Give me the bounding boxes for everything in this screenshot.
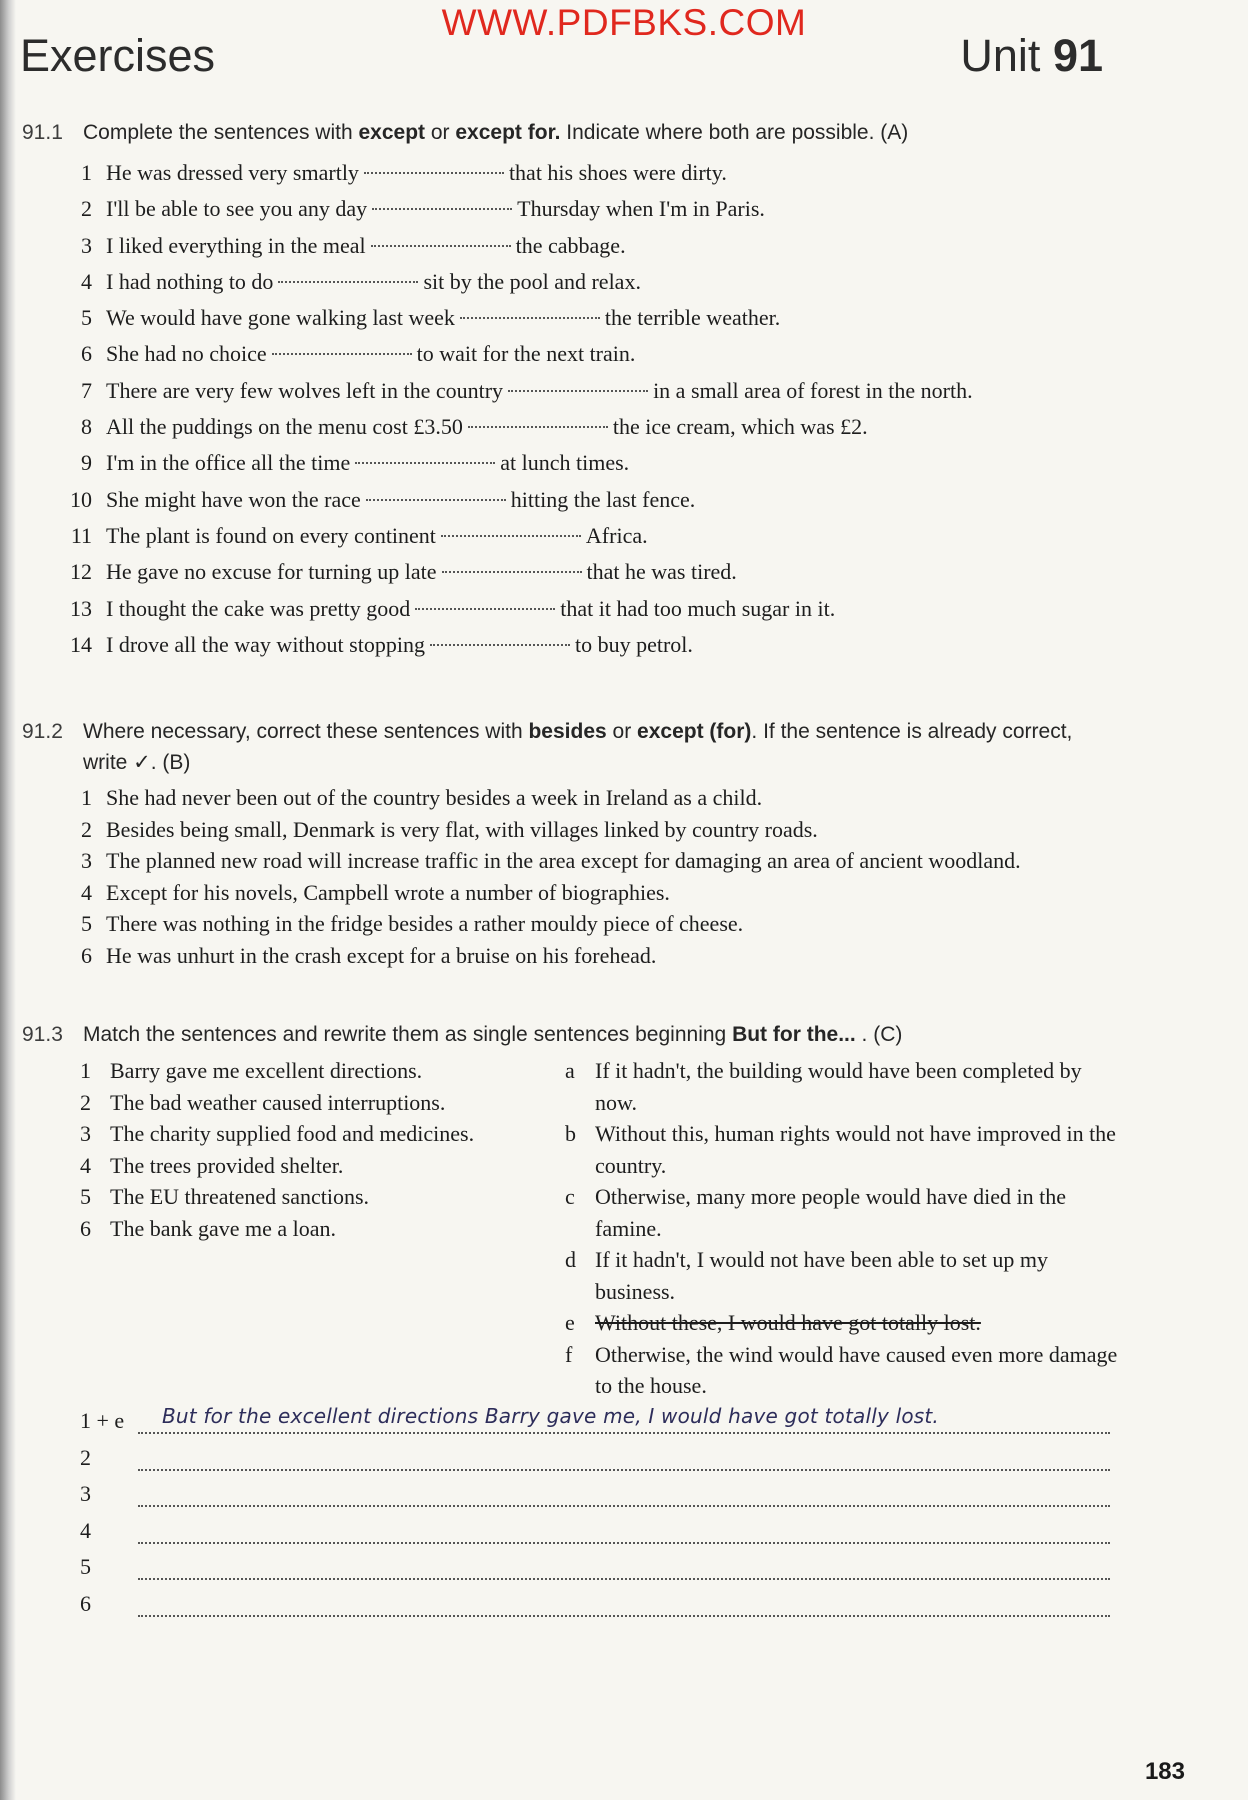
exercise-item: 2 I'll be able to see you any day Thursday when I'm in Paris. bbox=[81, 196, 765, 222]
exercise-number: 91.1 bbox=[22, 121, 63, 144]
exercise-number: 91.3 bbox=[22, 1023, 63, 1046]
match-left-item: 5 The EU threatened sanctions. bbox=[80, 1184, 370, 1209]
answer-blank[interactable] bbox=[372, 207, 512, 210]
match-right-item: b Without this, human rights would not have improved in the country. bbox=[565, 1121, 1116, 1178]
exercise-instruction: Where necessary, correct these sentences with besides or except (for). If the sentence is already correct, write ✓. (B) bbox=[83, 720, 1073, 774]
match-right-column bbox=[565, 1055, 1120, 1402]
match-left-item: 1 Barry gave me excellent directions. bbox=[80, 1058, 423, 1083]
exercise-item: 5 We would have gone walking last week the terrible weather. bbox=[81, 305, 781, 331]
exercise-item: 2 Besides being small, Denmark is very flat, with villages linked by country roads. bbox=[81, 816, 818, 842]
match-left-column bbox=[80, 1055, 550, 1244]
answer-line[interactable]: 2 bbox=[80, 1443, 1110, 1480]
match-right-item: e Without these, I would have got totally lost. bbox=[565, 1310, 981, 1335]
exercise-number: 91.2 bbox=[22, 720, 63, 743]
answer-blank[interactable] bbox=[415, 607, 555, 610]
exercise-item: 14 I drove all the way without stopping to buy petrol. bbox=[70, 631, 693, 657]
answer-lines bbox=[80, 1406, 1110, 1626]
answer-line[interactable]: 5 bbox=[80, 1552, 1110, 1589]
answer-blank[interactable] bbox=[442, 570, 582, 573]
exercise-item: 12 He gave no excuse for turning up late that he was tired. bbox=[70, 559, 737, 585]
answer-blank[interactable] bbox=[364, 171, 504, 174]
answer-blank[interactable] bbox=[468, 425, 608, 428]
unit-number: 91 bbox=[1052, 30, 1103, 81]
page-title: Exercises bbox=[20, 30, 216, 81]
watermark: WWW.PDFBKS.COM bbox=[441, 2, 807, 43]
unit-title bbox=[960, 30, 1103, 82]
answer-blank[interactable] bbox=[430, 643, 570, 646]
answer-blank[interactable] bbox=[460, 316, 600, 319]
exercise-item: 1 He was dressed very smartly that his shoes were dirty. bbox=[81, 160, 727, 185]
answer-blank[interactable] bbox=[441, 534, 581, 537]
match-right-item: a If it hadn't, the building would have been completed by now. bbox=[565, 1058, 1082, 1115]
dotted-line bbox=[138, 1542, 1110, 1544]
answer-blank[interactable] bbox=[371, 244, 511, 247]
exercise-item: 13 I thought the cake was pretty good that it had too much sugar in it. bbox=[70, 595, 836, 621]
match-left-item: 6 The bank gave me a loan. bbox=[80, 1215, 337, 1241]
exercise-item: 1 She had never been out of the country besides a week in Ireland as a child. bbox=[81, 785, 763, 810]
exercise-item: 11 The plant is found on every continent Africa. bbox=[70, 522, 648, 548]
exercise-heading bbox=[22, 716, 1122, 778]
match-right-item: f Otherwise, the wind would have caused even more damage to the house. bbox=[565, 1341, 1118, 1398]
handwritten-answer: But for the excellent directions Barry gave me, I would have got totally lost. bbox=[162, 1404, 939, 1428]
match-left-item: 2 The bad weather caused interruptions. bbox=[80, 1089, 446, 1115]
exercise-item: 8 All the puddings on the menu cost £3.50 the ice cream, which was £2. bbox=[81, 414, 868, 440]
answer-blank[interactable] bbox=[355, 461, 495, 464]
dotted-line bbox=[138, 1469, 1110, 1471]
exercise-item: 9 I'm in the office all the time at lunch times. bbox=[81, 450, 630, 476]
exercise-items bbox=[62, 155, 1122, 663]
exercise-items bbox=[62, 782, 1122, 971]
answer-blank[interactable] bbox=[366, 498, 506, 501]
dotted-line bbox=[138, 1432, 1110, 1434]
answer-line[interactable]: 6 bbox=[80, 1589, 1110, 1626]
exercise-heading bbox=[22, 117, 1122, 148]
exercise-item: 10 She might have won the race hitting the last fence. bbox=[70, 486, 696, 512]
unit-label: Unit bbox=[960, 30, 1041, 81]
answer-line[interactable]: 4 bbox=[80, 1516, 1110, 1553]
exercise-item: 6 He was unhurt in the crash except for a bruise on his forehead. bbox=[81, 942, 657, 968]
answer-blank[interactable] bbox=[508, 389, 648, 392]
exercise-item: 5 There was nothing in the fridge besides a rather mouldy piece of cheese. bbox=[81, 911, 744, 936]
exercise-item: 7 There are very few wolves left in the country in a small area of forest in the north. bbox=[81, 377, 973, 403]
answer-blank[interactable] bbox=[278, 280, 418, 283]
exercise-instruction: Complete the sentences with except or except for. Indicate where both are possible. (A) bbox=[83, 121, 909, 144]
exercise-item: 3 The planned new road will increase traffic in the area except for damaging an area of ancient woodland. bbox=[81, 848, 1021, 873]
answer-line[interactable]: 3 bbox=[80, 1479, 1110, 1516]
dotted-line bbox=[138, 1505, 1110, 1507]
dotted-line bbox=[138, 1578, 1110, 1580]
dotted-line bbox=[138, 1615, 1110, 1617]
exercise-heading bbox=[22, 1019, 1122, 1050]
example-struck-text: Without these, I would have got totally lost. bbox=[595, 1310, 981, 1335]
exercise-instruction: Match the sentences and rewrite them as single sentences beginning But for the... . (C) bbox=[83, 1023, 903, 1046]
answer-blank[interactable] bbox=[272, 352, 412, 355]
exercise-item: 3 I liked everything in the meal the cabbage. bbox=[81, 232, 626, 258]
match-left-item: 4 The trees provided shelter. bbox=[80, 1152, 344, 1178]
match-right-item: d If it hadn't, I would not have been able to set up my business. bbox=[565, 1247, 1049, 1304]
exercise-item: 6 She had no choice to wait for the next train. bbox=[81, 341, 636, 367]
match-right-item: c Otherwise, many more people would have died in the famine. bbox=[565, 1184, 1067, 1241]
match-left-item: 3 The charity supplied food and medicines. bbox=[80, 1121, 475, 1146]
exercise-item: 4 I had nothing to do sit by the pool and relax. bbox=[81, 268, 641, 294]
answer-line[interactable]: 1 + e But for the excellent directions Barry gave me, I would have got totally lost. bbox=[80, 1406, 1110, 1443]
book-spine-shadow bbox=[0, 0, 16, 1800]
page-number: 183 bbox=[1144, 1758, 1185, 1785]
exercise-item: 4 Except for his novels, Campbell wrote a number of biographies. bbox=[81, 879, 670, 905]
